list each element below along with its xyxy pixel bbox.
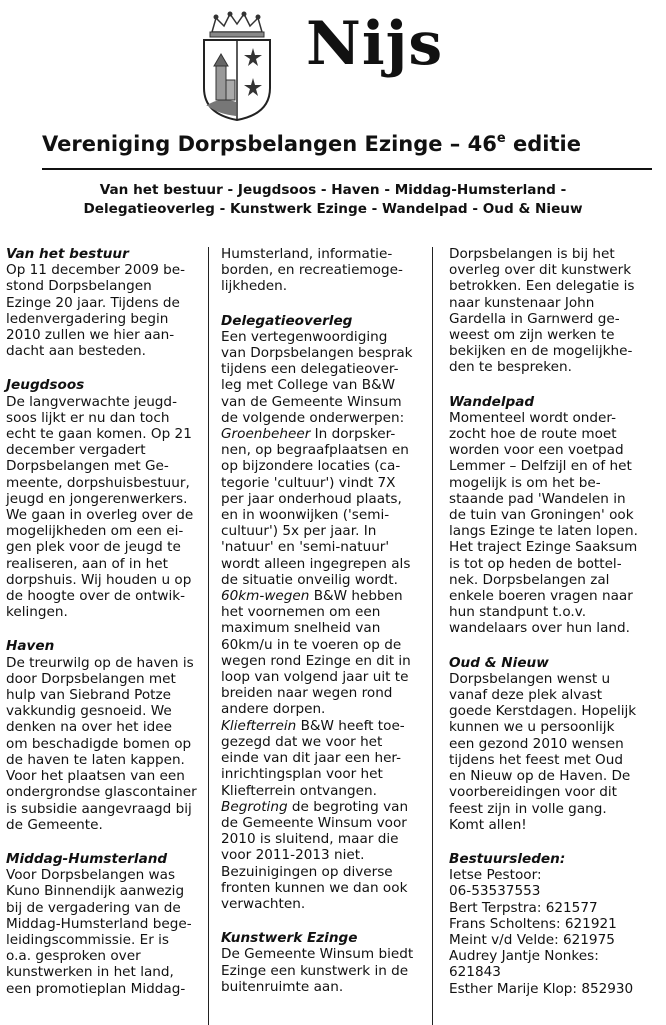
text-line: loop van volgend jaar uit te	[221, 669, 409, 686]
contents-summary	[0, 181, 666, 219]
text-line: buitenruimte aan.	[221, 978, 344, 995]
text-line: jeugd en jongerenwerkers.	[6, 490, 188, 507]
text-line: hun standpunt t.o.v.	[449, 604, 587, 621]
text-line: inrichtingsplan voor het	[221, 766, 383, 783]
board-members-list	[449, 867, 650, 997]
text-line: kunnen we u persoonlijk	[449, 719, 615, 736]
text-line: van Dorpsbelangen besprak	[221, 345, 413, 362]
topic-label: Groenbeheer	[221, 426, 311, 443]
text-line: feest zijn in volle gang.	[449, 800, 607, 817]
column-divider	[432, 247, 433, 1025]
column-divider	[208, 247, 209, 1025]
section-heading: Oud & Nieuw	[449, 654, 549, 671]
text-line: realiseren, aan of in het	[6, 555, 168, 572]
section-heading: Kunstwerk Ezinge	[221, 930, 358, 947]
text-line: Voor het plaatsen van een	[6, 768, 185, 785]
text-line: de tuin van Groningen' ook	[449, 507, 634, 524]
topic-text: de begroting van	[287, 798, 409, 815]
section-heading: Van het bestuur	[6, 246, 129, 262]
text-line: langs Ezinge te laten lopen.	[449, 523, 638, 540]
text-line: vanaf deze plek alvast	[449, 687, 603, 704]
text-line: tegorie 'cultuur') vindt 7X	[221, 474, 396, 491]
column-1	[6, 246, 207, 997]
section-body	[221, 329, 422, 426]
text-line: de hoogte over de ontwik-	[6, 588, 186, 605]
text-line: vakkundig gesnoeid. We	[6, 703, 172, 720]
text-line: de Gemeente.	[6, 816, 103, 833]
edition-heading	[42, 131, 652, 156]
text-line: lijkheden.	[221, 278, 288, 295]
edition-title: Vereniging Dorpsbelangen Ezinge – 46	[42, 132, 497, 156]
text-line: Gardella in Garnwerd ge-	[449, 310, 620, 327]
section-body	[449, 671, 650, 833]
text-line: dacht aan besteden.	[6, 343, 146, 360]
text-line: echt te gaan komen. Op 21	[6, 426, 192, 443]
section-heading: Middag-Humsterland	[6, 850, 168, 867]
edition-superscript: e	[496, 131, 506, 146]
text-line: 2010 zullen we hier aan-	[6, 327, 175, 344]
text-line: bij de vergadering van de	[6, 899, 181, 916]
text-line: van de Gemeente Winsum	[221, 393, 402, 410]
text-line: breiden naar wegen rond	[221, 685, 393, 702]
section-body	[6, 867, 207, 997]
text-line: 60km/u in te voeren op de	[221, 636, 402, 653]
text-line: De Gemeente Winsum biedt	[221, 946, 414, 963]
topic-text: In dorpsker-	[310, 426, 396, 443]
text-line: Bezuinigingen op diverse	[221, 863, 393, 880]
text-line: een gezond 2010 wensen	[449, 735, 624, 752]
text-line: Ezinge 20 jaar. Tijdens de	[6, 294, 180, 311]
text-line: fronten kunnen we dan ook	[221, 879, 408, 896]
text-line: tijdens een delegatieover-	[221, 361, 399, 378]
text-line: en Nieuw op de Haven. De	[449, 768, 631, 785]
text-line: leg met College van B&W	[221, 377, 396, 394]
column-2	[221, 246, 422, 995]
text-line: Bert Terpstra: 621577	[449, 899, 598, 916]
topic-text: B&W hebben	[309, 588, 403, 605]
text-line: Audrey Jantje Nonkes:	[449, 948, 599, 965]
text-line: gen plek voor de jeugd te	[6, 539, 181, 556]
topic-line	[221, 588, 422, 604]
contents-line: Delegatieoverleg - Kunstwerk Ezinge - Wandelpad - Oud & Nieuw	[83, 201, 583, 217]
heading-rule	[42, 168, 652, 170]
text-line: wegen rond Ezinge en dit in	[221, 652, 411, 669]
text-line: door Dorpsbelangen met	[6, 670, 176, 687]
topic-label: Kliefterrein	[221, 717, 297, 734]
text-line: de haven te laten kappen.	[6, 751, 185, 768]
text-line: is subsidie aangevraagd bij	[6, 800, 192, 817]
text-line: de volgende onderwerpen:	[221, 409, 405, 426]
text-line: overleg over dit kunstwerk	[449, 262, 632, 279]
text-line: 2010 is sluitend, maar die	[221, 831, 399, 848]
masthead	[0, 0, 666, 130]
contents-line: Van het bestuur - Jeugdsoos - Haven - Middag-Humsterland -	[99, 182, 567, 198]
topic-line	[221, 718, 422, 734]
text-line: Kuno Binnendijk aanwezig	[6, 883, 185, 900]
section-body	[221, 442, 422, 588]
section-body	[221, 734, 422, 799]
newsletter-title: Nijs	[306, 9, 444, 79]
topic-label: 60km-wegen	[221, 588, 310, 605]
text-line: Humsterland, informatie-	[221, 246, 393, 262]
text-line: De langverwachte jeugd-	[6, 393, 177, 410]
text-line: goede Kerstdagen. Hopelijk	[449, 703, 637, 720]
text-line: op bijzondere locaties (ca-	[221, 458, 401, 475]
text-line: wandelaars over hun land.	[449, 620, 630, 637]
text-line: Dorpsbelangen wenst u	[449, 670, 611, 687]
section-body	[221, 604, 422, 717]
text-line: verwachten.	[221, 895, 306, 912]
text-line: Het traject Ezinge Saaksum	[449, 539, 638, 556]
section-body	[449, 246, 650, 376]
text-line: dorpshuis. Wij houden u op	[6, 571, 192, 588]
text-line: enkele boeren vragen naar	[449, 588, 633, 605]
text-line: Ezinge een kunstwerk in de	[221, 962, 409, 979]
section-heading: Jeugdsoos	[6, 377, 85, 394]
text-line: leidingscommissie. Er is	[6, 931, 170, 948]
edition-suffix: editie	[505, 132, 581, 156]
text-line: maximum snelheid van	[221, 620, 381, 637]
section-body	[221, 246, 422, 295]
text-line: staande pad 'Wandelen in	[449, 490, 626, 507]
text-line: Esther Marije Klop: 852930	[449, 980, 634, 997]
text-line: bekijken en de mogelijkhe-	[449, 343, 633, 360]
text-line: Voor Dorpsbelangen was	[6, 867, 176, 884]
text-line: Een vertegenwoordiging	[221, 328, 388, 345]
text-line: nen, op begraafplaatsen en	[221, 442, 409, 459]
text-line: betrokken. Een delegatie is	[449, 278, 635, 295]
text-line: Dorpsbelangen met Ge-	[6, 458, 169, 475]
text-line: is tot op heden de bottel-	[449, 555, 622, 572]
text-line: Kliefterrein ontvangen.	[221, 782, 377, 799]
text-line: wordt alleen ingegrepen als	[221, 555, 411, 572]
section-body	[6, 655, 207, 833]
section-body	[449, 410, 650, 637]
topic-text: B&W heeft toe-	[296, 717, 405, 734]
text-line: voorbereidingen voor dit	[449, 784, 617, 801]
text-line: kunstwerken in het land,	[6, 964, 174, 981]
text-line: kelingen.	[6, 604, 68, 621]
text-line: voor 2011-2013 niet.	[221, 847, 365, 864]
topic-line	[221, 426, 422, 442]
text-line: ondergrondse glascontainer	[6, 784, 197, 801]
text-line: den te bespreken.	[449, 359, 572, 376]
section-body	[6, 262, 207, 359]
text-line: denken na over het idee	[6, 719, 172, 736]
section-body	[221, 946, 422, 995]
text-line: stond Dorpsbelangen	[6, 278, 152, 295]
text-line: tijdens het feest met Oud	[449, 751, 623, 768]
text-line: We gaan in overleg over de	[6, 507, 194, 524]
text-line: hulp van Siebrand Potze	[6, 687, 172, 704]
text-line: 'natuur' en 'semi-natuur'	[221, 539, 390, 556]
section-heading: Haven	[6, 638, 55, 655]
section-body	[6, 394, 207, 621]
text-line: worden voor een voetpad	[449, 442, 624, 459]
text-line: Komt allen!	[449, 816, 527, 833]
text-line: om beschadigde bomen op	[6, 735, 192, 752]
text-line: mogelijk is om het be-	[449, 474, 601, 491]
text-line: 621843	[449, 964, 501, 981]
text-line: Dorpsbelangen is bij het	[449, 246, 615, 262]
text-line: 06-53537553	[449, 883, 541, 900]
text-line: nek. Dorpsbelangen zal	[449, 571, 610, 588]
text-line: o.a. gesproken over	[6, 948, 141, 965]
text-line: Meint v/d Velde: 621975	[449, 931, 615, 948]
text-line: het voornemen om een	[221, 604, 381, 621]
text-line: andere dorpen.	[221, 701, 326, 718]
text-line: weest om zijn werken te	[449, 327, 615, 344]
text-line: Middag-Humsterland bege-	[6, 915, 192, 932]
text-line: naar kunstenaar John	[449, 294, 595, 311]
text-line: cultuur') 5x per jaar. In	[221, 523, 377, 540]
text-line: Op 11 december 2009 be-	[6, 262, 186, 279]
text-line: en in woonwijken ('semi-	[221, 507, 390, 524]
text-line: gezegd dat we voor het	[221, 733, 383, 750]
text-line: soos lijkt er nu dan toch	[6, 409, 170, 426]
text-line: een promotieplan Middag-	[6, 980, 186, 997]
text-line: meente, dorpshuisbestuur,	[6, 474, 190, 491]
text-line: borden, en recreatiemoge-	[221, 262, 403, 279]
text-line: zocht hoe de route moet	[449, 426, 617, 443]
text-line: de Gemeente Winsum voor	[221, 814, 407, 831]
section-heading: Delegatieoverleg	[221, 312, 353, 329]
text-line: De treurwilg op de haven is	[6, 654, 194, 671]
text-line: Lemmer – Delfzijl en of het	[449, 458, 632, 475]
section-heading: Bestuursleden:	[449, 850, 566, 867]
section-body	[221, 815, 422, 912]
text-line: mogelijkheden om een ei-	[6, 523, 184, 540]
topic-line	[221, 799, 422, 815]
topic-label: Begroting	[221, 798, 288, 815]
text-line: de situatie onveilig wordt.	[221, 571, 398, 588]
text-line: Momenteel wordt onder-	[449, 409, 617, 426]
text-line: december vergadert	[6, 442, 146, 459]
text-line: Ietse Pestoor:	[449, 867, 542, 884]
text-line: einde van dit jaar een her-	[221, 750, 402, 767]
column-3	[449, 246, 650, 997]
coat-of-arms-icon	[198, 10, 276, 122]
text-line: ledenvergadering begin	[6, 310, 169, 327]
section-heading: Wandelpad	[449, 393, 535, 410]
text-line: Frans Scholtens: 621921	[449, 915, 617, 932]
text-line: per jaar onderhoud plaats,	[221, 490, 402, 507]
